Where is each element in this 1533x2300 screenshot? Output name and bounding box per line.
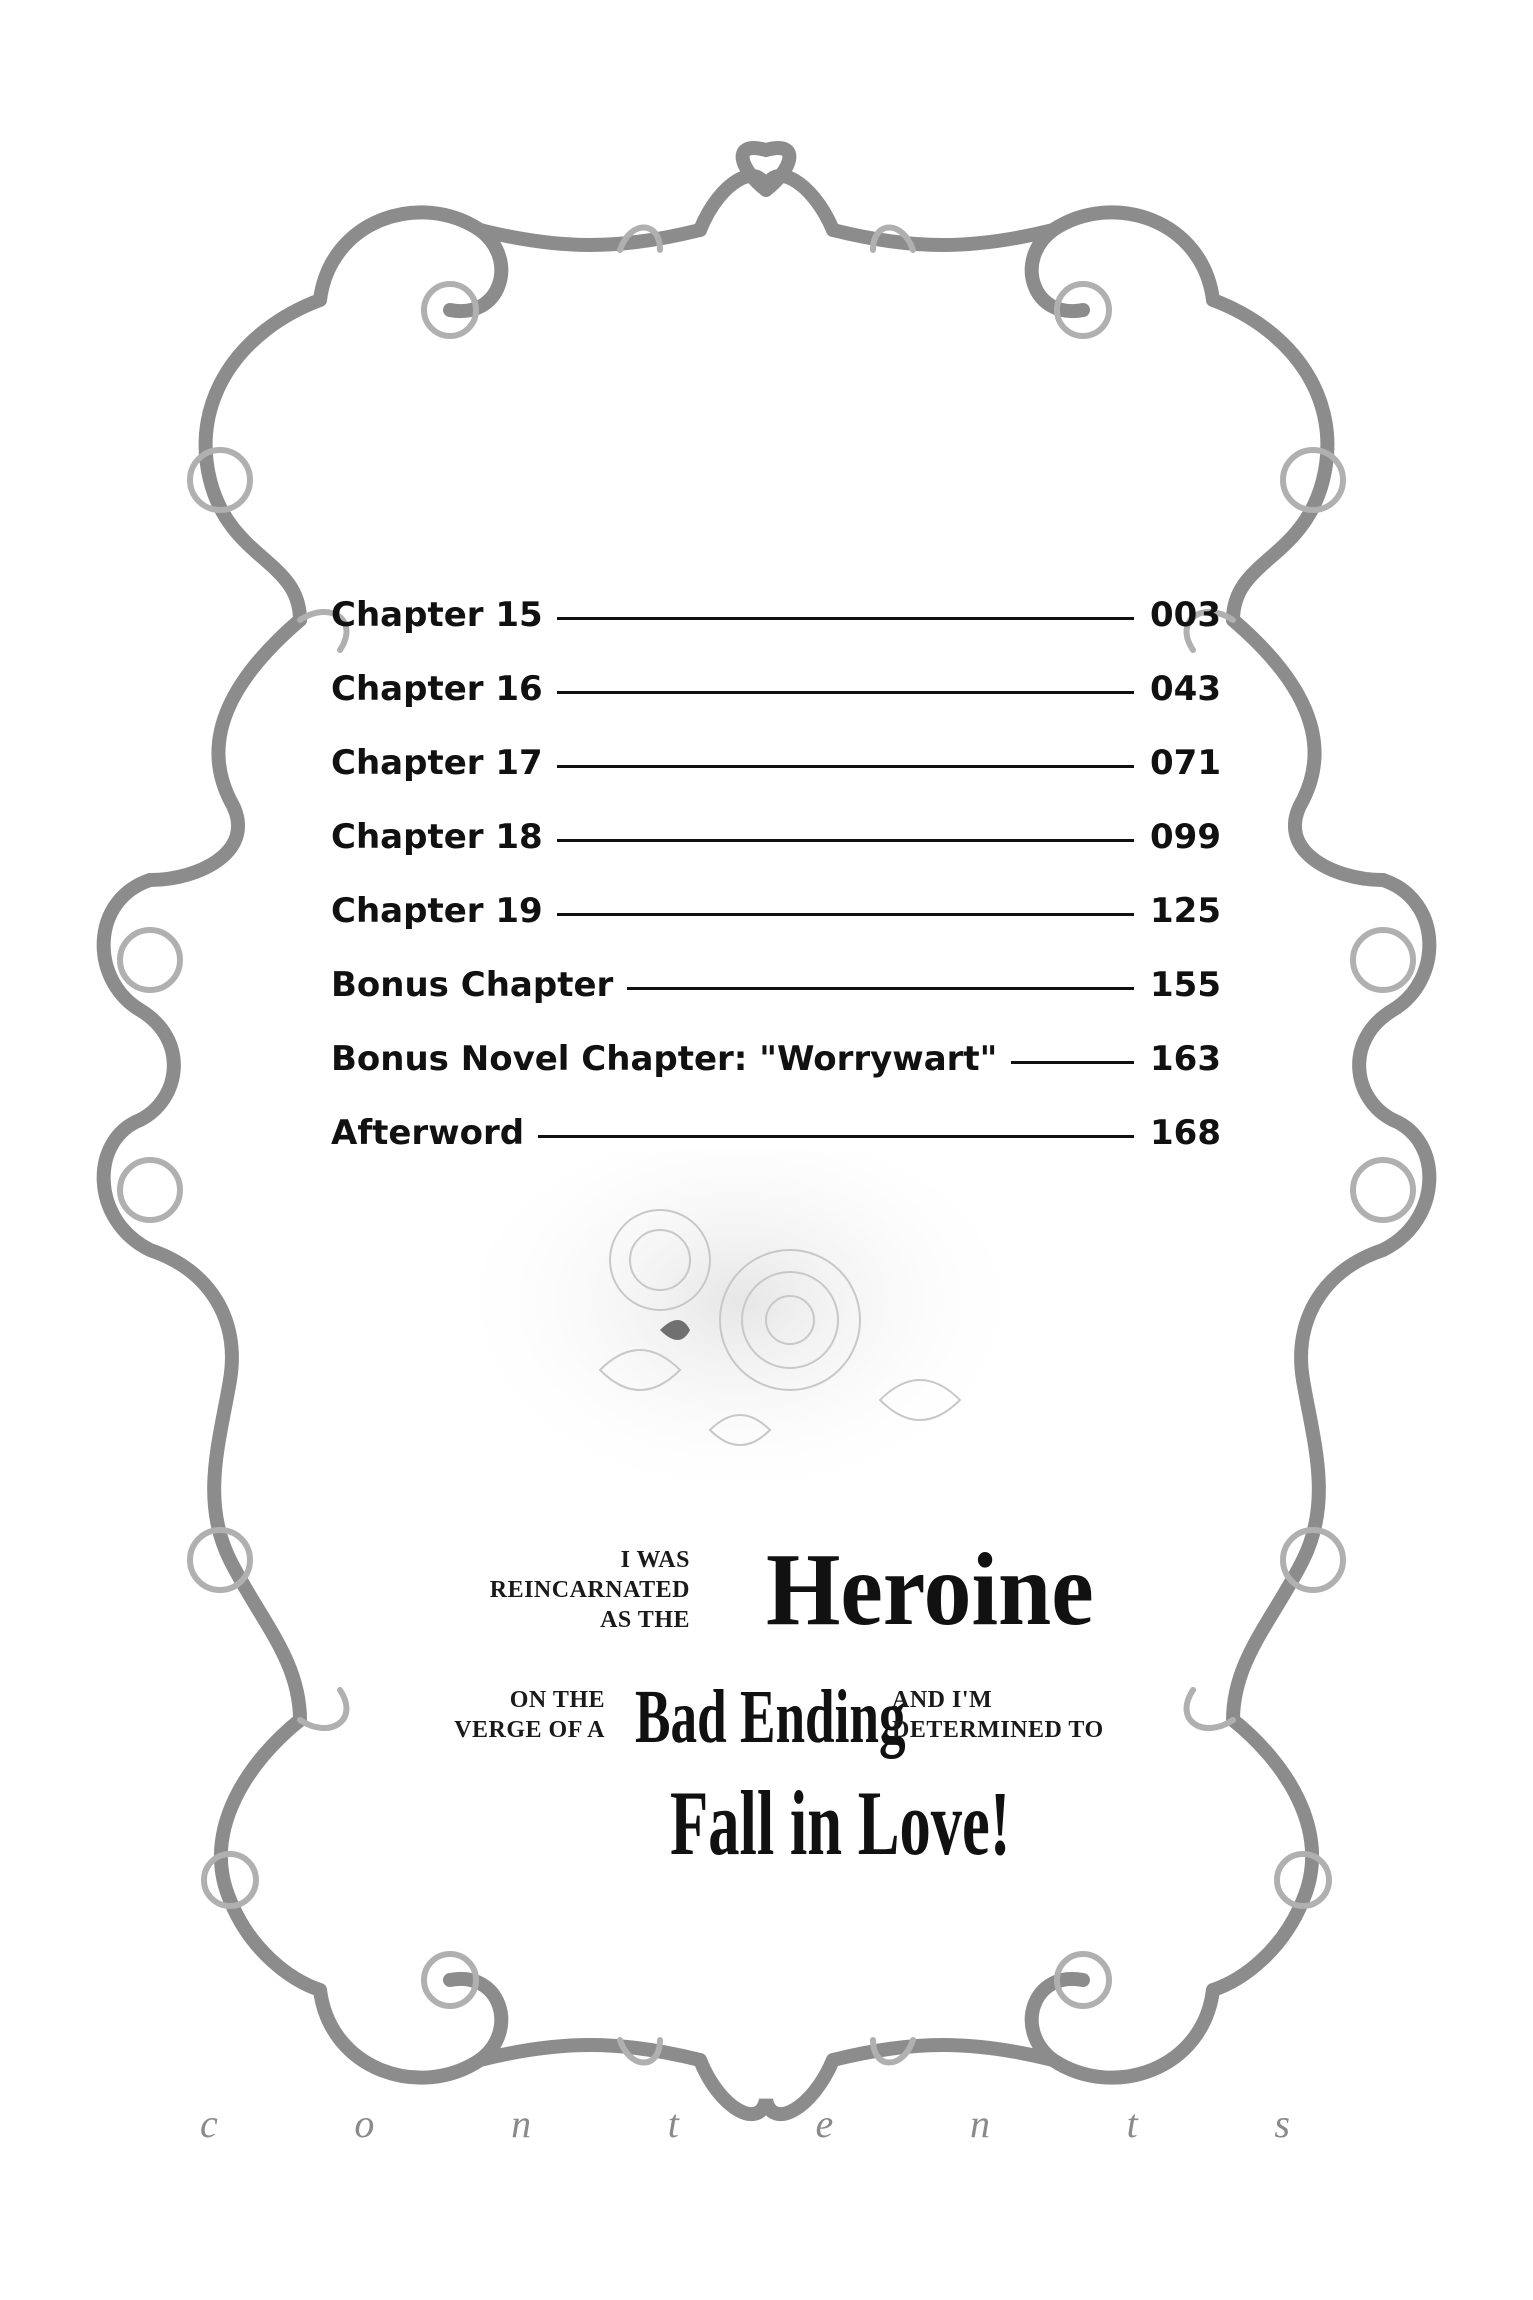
toc-leader-line (627, 987, 1134, 990)
title-small-text: REINCARNATED (489, 1577, 690, 1603)
contents-letter: n (511, 2101, 532, 2146)
title-small-text: DETERMINED TO (892, 1717, 1104, 1743)
floral-illustration (460, 1150, 1020, 1530)
title-logo (440, 1525, 1140, 1885)
toc-leader-line (1011, 1061, 1134, 1064)
toc-chapter-title: Chapter 15 (331, 595, 543, 635)
contents-letter: t (1126, 2101, 1138, 2146)
toc-leader-line (557, 617, 1134, 620)
toc-row (331, 1022, 1221, 1096)
toc-chapter-title: Chapter 19 (331, 891, 543, 931)
toc-chapter-title: Chapter 18 (331, 817, 543, 857)
title-small-line (445, 1685, 605, 1745)
toc-page-number: 125 (1150, 891, 1221, 931)
title-small-line (892, 1685, 1112, 1745)
toc-chapter-title: Chapter 17 (331, 743, 543, 783)
contents-letter: o (354, 2101, 375, 2146)
toc-page-number: 168 (1150, 1113, 1221, 1153)
toc-leader-line (538, 1135, 1134, 1138)
toc-page-number: 071 (1150, 743, 1221, 783)
toc-row (331, 874, 1221, 948)
toc-leader-line (557, 913, 1134, 916)
contents-letter: t (667, 2101, 679, 2146)
toc-page-number: 099 (1150, 817, 1221, 857)
toc-leader-line (557, 765, 1134, 768)
toc-page-number: 043 (1150, 669, 1221, 709)
toc-chapter-title: Afterword (331, 1113, 525, 1153)
toc-page-number: 163 (1150, 1039, 1221, 1079)
toc-row (331, 652, 1221, 726)
title-fall-in-love: Fall in Love! (670, 1772, 1011, 1874)
contents-letter: n (969, 2101, 990, 2146)
title-small-text: VERGE OF A (454, 1717, 605, 1743)
table-of-contents (331, 578, 1221, 1170)
toc-page-number: 003 (1150, 595, 1221, 635)
title-heroine: Heroine (766, 1532, 1094, 1647)
title-small-text: AS THE (600, 1607, 690, 1633)
toc-leader-line (557, 691, 1134, 694)
toc-row (331, 948, 1221, 1022)
contents-letter: c (200, 2101, 218, 2146)
title-small-text: ON THE (509, 1687, 605, 1713)
toc-chapter-title: Bonus Chapter (331, 965, 614, 1005)
contents-letter: s (1274, 2101, 1290, 2146)
toc-chapter-title: Chapter 16 (331, 669, 543, 709)
toc-chapter-title: Bonus Novel Chapter: "Worrywart" (331, 1039, 998, 1079)
toc-row (331, 800, 1221, 874)
toc-row (331, 726, 1221, 800)
title-bad-ending: Bad Ending (635, 1675, 906, 1759)
title-small-line (450, 1545, 690, 1635)
title-small-text: AND I'M (892, 1687, 993, 1713)
toc-row (331, 578, 1221, 652)
toc-leader-line (557, 839, 1134, 842)
contents-footer (200, 2100, 1290, 2147)
toc-page-number: 155 (1150, 965, 1221, 1005)
title-small-text: I WAS (620, 1547, 690, 1573)
contents-letter: e (815, 2101, 834, 2146)
